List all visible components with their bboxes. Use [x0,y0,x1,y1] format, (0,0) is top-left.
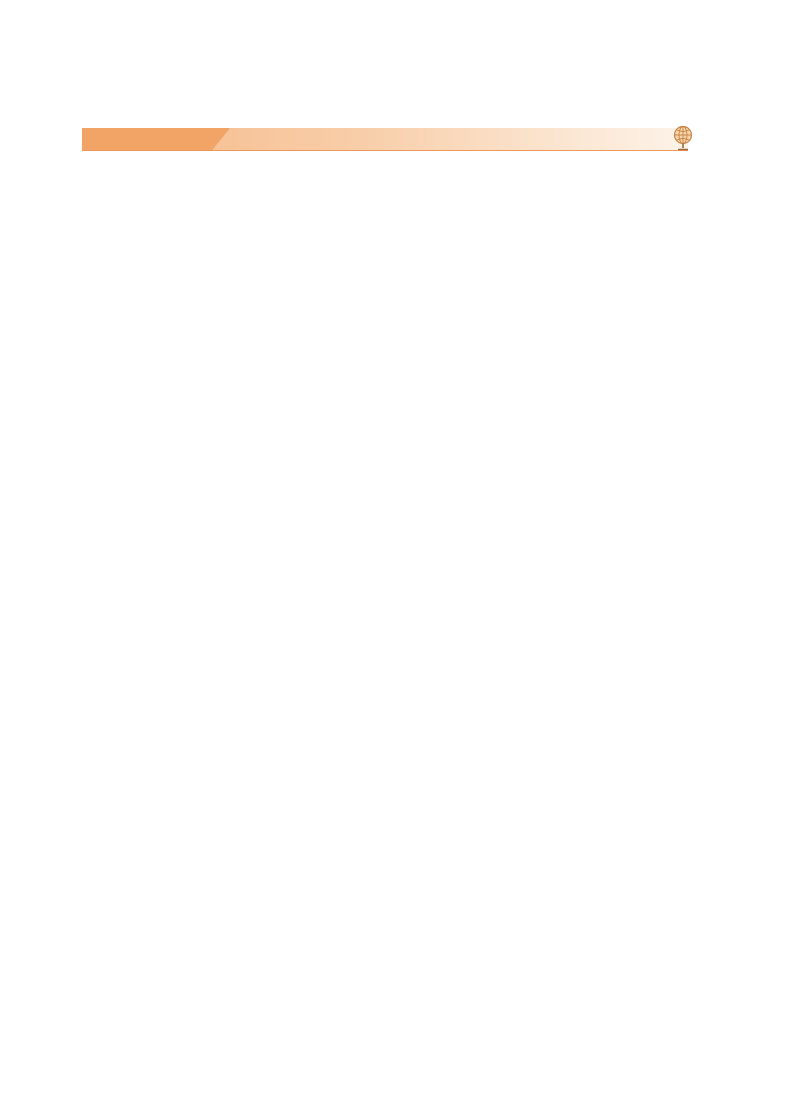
globe-icon [670,124,696,152]
page-content [88,114,700,160]
section-banner [82,124,702,154]
banner-tag [82,128,230,150]
